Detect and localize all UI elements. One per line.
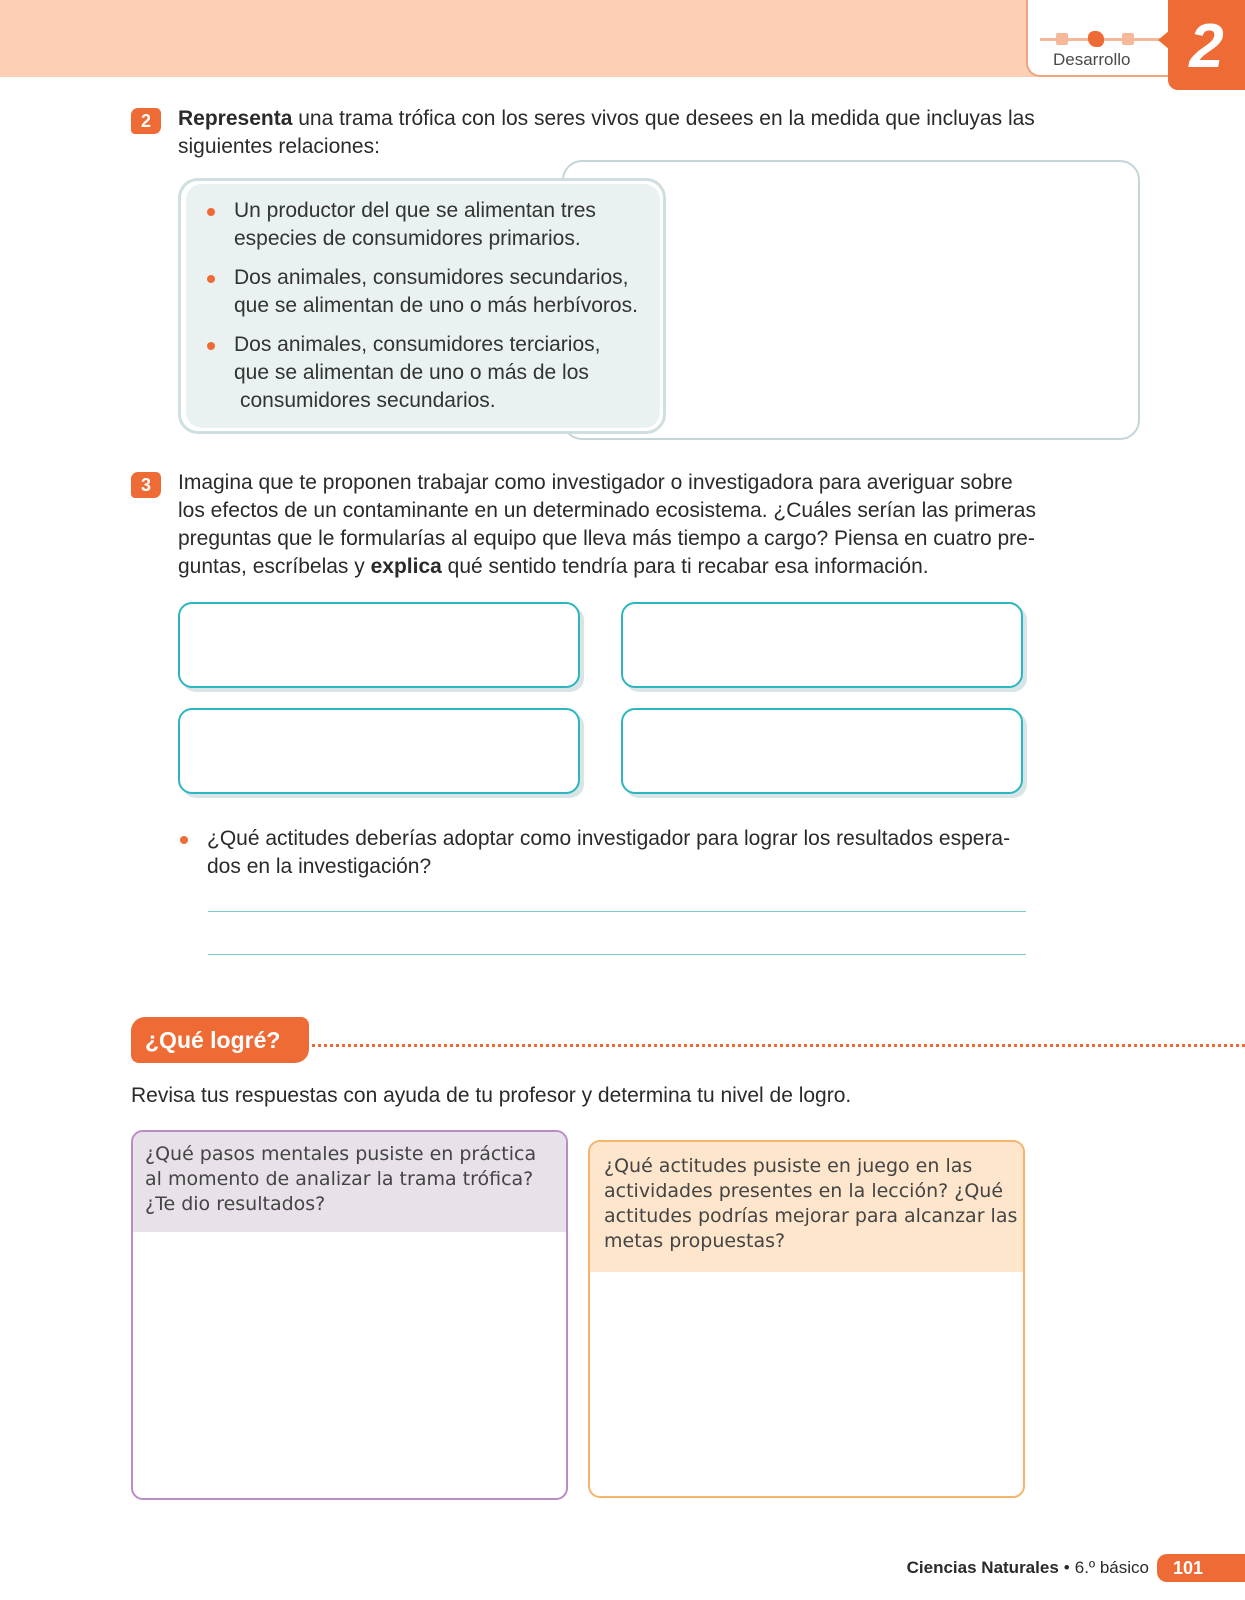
requirement-item: Dos animales, consumidores secundarios, que se alimentan de uno o más herbívoros. — [234, 266, 638, 317]
logre-instruction: Revisa tus respuestas con ayuda de tu profesor y determina tu nivel de logro. — [131, 1084, 852, 1107]
question-2-line2: siguientes relaciones: — [178, 135, 380, 158]
progress-step-current-icon — [1088, 31, 1104, 47]
reflection-question: ¿Qué actitudes pusiste en juego en las actividades presentes en la lección? ¿Qué actitudes podrías mejorar para alcanzar las metas propuestas? — [604, 1155, 1018, 1252]
page-footer — [907, 1553, 1245, 1583]
reflection-box-mental-steps[interactable] — [131, 1130, 568, 1500]
answer-box-4[interactable] — [621, 708, 1023, 794]
footer-separator: • — [1063, 1558, 1070, 1577]
bullet-icon — [207, 342, 215, 350]
reflection-box-attitudes[interactable] — [588, 1140, 1025, 1498]
answer-box-3[interactable] — [178, 708, 580, 794]
question-2-verb: Representa — [178, 107, 293, 130]
question-2-line1: una trama trófica con los seres vivos que desees en la medida que incluyas las — [292, 107, 1035, 130]
section-label: Desarrollo — [1053, 50, 1131, 69]
question-3-text: Imagina que te proponen trabajar como investigador o investigadora para averiguar sobre los efectos de un contaminante en un determinado ecosistema. ¿Cuáles serían las primeras preguntas que le formularías al equipo que lleva más tiempo a cargo? Piensa en cuatro pre- guntas, escríbelas y explica qué sentido tendría para ti recabar esa información. — [178, 471, 1036, 578]
followup-question: ¿Qué actitudes deberías adoptar como investigador para lograr los resultados espera- dos en la investigación? — [207, 827, 1011, 878]
page-number: 101 — [1157, 1554, 1245, 1582]
bullet-icon — [207, 208, 215, 216]
progress-step-icon — [1122, 33, 1134, 45]
question-2-text — [178, 105, 1035, 161]
progress-step-icon — [1056, 33, 1068, 45]
footer-grade: 6.º básico — [1074, 1558, 1149, 1577]
logre-heading: ¿Qué logré? — [131, 1017, 309, 1063]
question-2-number: 2 — [131, 108, 161, 134]
unit-number: 2 — [1189, 12, 1224, 81]
answer-line-1[interactable] — [208, 911, 1026, 912]
answer-box-1[interactable] — [178, 602, 580, 688]
requirement-item: Un productor del que se alimentan tres especies de consumidores primarios. — [234, 199, 596, 250]
answer-box-2[interactable] — [621, 602, 1023, 688]
answer-line-2[interactable] — [208, 954, 1026, 955]
dotted-divider — [312, 1044, 1245, 1047]
bullet-icon — [180, 836, 188, 844]
requirement-item: Dos animales, consumidores terciarios, que se alimentan de uno o más de los consumidores secundarios. — [234, 333, 601, 412]
footer-subject: Ciencias Naturales — [906, 1558, 1059, 1577]
bullet-icon — [207, 275, 215, 283]
question-3-number: 3 — [131, 472, 161, 498]
reflection-question: ¿Qué pasos mentales pusiste en práctica al momento de analizar la trama trófica? ¿Te dio resultados? — [145, 1143, 537, 1215]
